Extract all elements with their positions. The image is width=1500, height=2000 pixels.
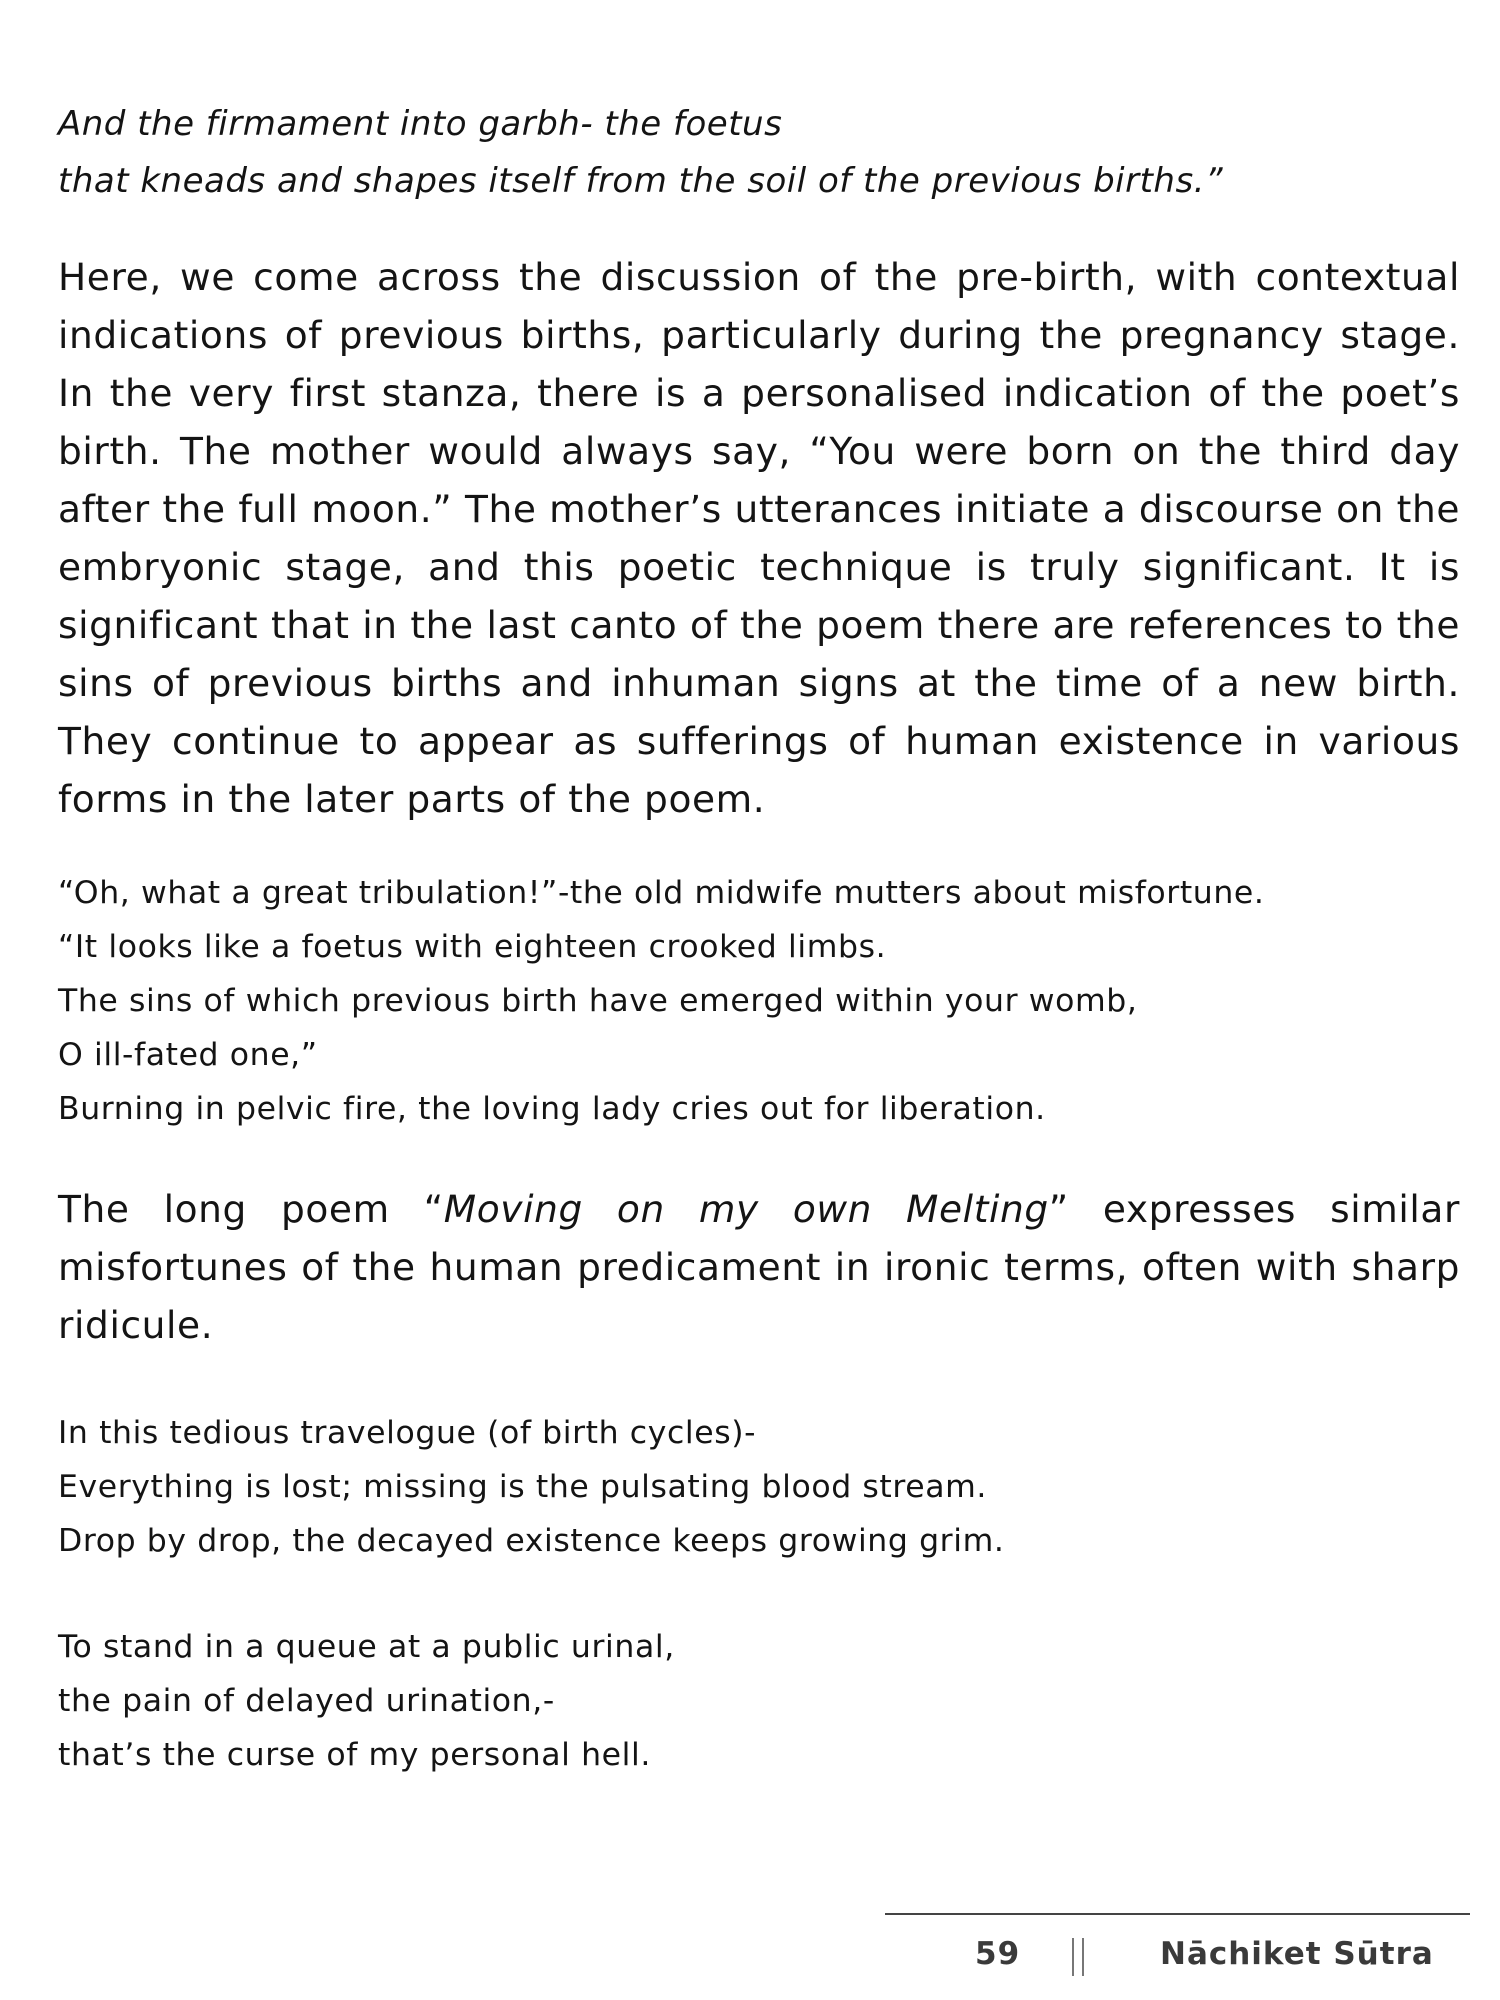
verse-urinal [58,1620,1460,1782]
book-title: Nāchiket Sūtra [1160,1936,1434,1972]
verse-line: To stand in a queue at a public urinal, [58,1629,675,1665]
poem-title: Moving on my own Melting [443,1187,1049,1231]
verse-line: “It looks like a foetus with eighteen crooked limbs. [58,929,887,965]
verse-midwife [58,866,1460,1136]
paragraph-2 [58,1180,1460,1354]
verse-line: that’s the curse of my personal hell. [58,1737,651,1773]
paragraph-2-rest: ” expresses similar misfortunes of the human predicament in ironic terms, often with sharp ridicule. [58,1187,1460,1347]
verse-line: In this tedious travelogue (of birth cycles)- [58,1415,757,1451]
paragraph-2-intro: The long poem “ [58,1187,444,1231]
verse-line: the pain of delayed urination,- [58,1683,555,1719]
opening-verse [58,96,1460,210]
footer-separator [1072,1938,1084,1976]
page-content [58,96,1460,1782]
verse-travelogue [58,1406,1460,1568]
footer-divider [885,1913,1470,1915]
verse-line: The sins of which previous birth have emerged within your womb, [58,983,1138,1019]
page-footer [960,1936,1470,1980]
verse-line: O ill-fated one,” [58,1037,318,1073]
verse-line: “Oh, what a great tribulation!”-the old midwife mutters about misfortune. [58,875,1265,911]
verse-line: And the firmament into garbh- the foetus [58,104,783,144]
page-number: 59 [975,1936,1021,1972]
verse-line: Drop by drop, the decayed existence keeps growing grim. [58,1523,1005,1559]
verse-line: Everything is lost; missing is the pulsating blood stream. [58,1469,988,1505]
paragraph-1: Here, we come across the discussion of the pre-birth, with contextual indications of previous births, particularly during the pregnancy stage. In the very first stanza, there is a personalised indication of the poet’s birth. The mother would always say, “You were born on the third day after the full moon.” The mother’s utterances initiate a discourse on the embryonic stage, and this poetic technique is truly significant. It is significant that in the last canto of the poem there are references to the sins of previous births and inhuman signs at the time of a new birth. They continue to appear as sufferings of human existence in various forms in the later parts of the poem. [58,255,1460,821]
verse-line: Burning in pelvic fire, the loving lady cries out for liberation. [58,1091,1046,1127]
verse-line: that kneads and shapes itself from the soil of the previous births.” [58,161,1224,201]
